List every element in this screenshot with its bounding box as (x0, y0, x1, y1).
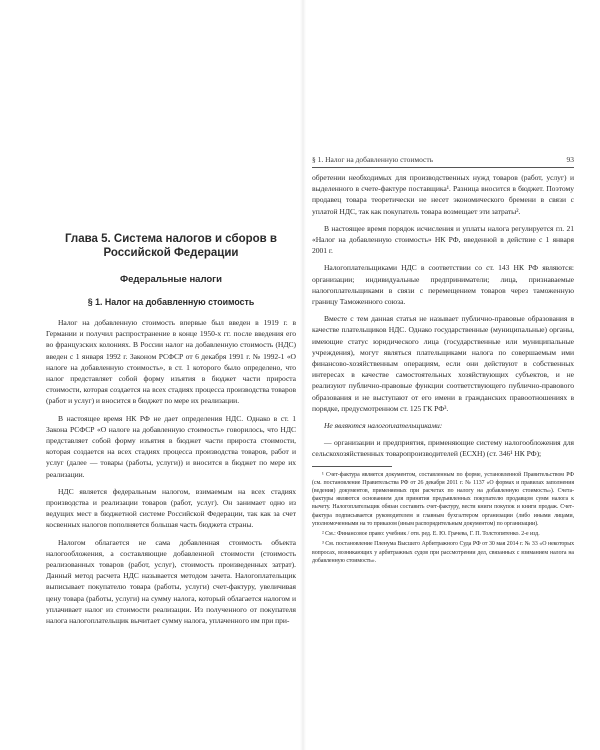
footnote-2: ² См.: Финансовое право: учебник / отв. ред. Е. Ю. Грачева, Г. П. Толстопятенко. 2-е изд. (322, 531, 540, 538)
footnote-1: ¹ Счет-фактура является документом, составленным по форме, установленной Правительством РФ (см. постановление Правительства РФ от 26 декабря 2011 г. № 1137 «О формах и правилах заполнения (ведения) документов, применяемых при расчетах по налогу на добавленную стоимость»). Счета-фактуры являются основанием для принятия предъявленных покупателю продавцом сумм налога к вычету. Налогоплательщик обязан составить счет-фактуру, вести книги покупок и книги продаж. Счет-фактура подписывается руководителем и главным бухгалтером организации (либо иными лицами, уполномоченными на то приказом (иным распорядительным документом) по организации). (312, 471, 574, 527)
page-number: 93 (566, 155, 574, 164)
left-paragraph-4: Налогом облагается не сама добавленная стоимость объекта налогообложения, а составляющие добавленной стоимости (стоимость реализованных товаров (работ, услуг), стоимость произведенных затрат). Данный метод расчета НДС называется методом зачета. Налогоплательщик выписывает покупателю товара (работы, услуги) счет-фактуру, увеличивая цену товара (работы, услуги) на сумму налога, который облагается налогом и уплачивает налог из стоимости реализации. Из полученного от покупателя налога налогоплательщик вычитает сумму налога, уплаченного им при при- (46, 537, 296, 626)
left-paragraph-3: НДС является федеральным налогом, взимаемым на всех стадиях производства и реализации товаров (работ, услуг). Он занимает одно из ведущих мест в бюджетной системе Российской Федерации, так как за счет косвенных налогов пополняется большая часть бюджета страны. (46, 486, 296, 530)
right-paragraph-6: — организации и предприятия, применяющие систему налогообложения для сельскохозяйственных товаропроизводителей (ЕСХН) (ст. 346¹ НК РФ); (312, 438, 574, 459)
right-paragraph-3: Налогоплательщиками НДС в соответствии со ст. 143 НК РФ являются: организации; индивидуальные предприниматели; лица, признаваемые налогоплательщиками в связи с перемещением товаров через таможенную границу Таможенного союза. (312, 263, 574, 307)
section-heading: Федеральные налоги (120, 274, 222, 285)
running-head (312, 155, 574, 168)
right-paragraph-5: Не являются налогоплательщиками: (324, 421, 443, 431)
left-page (46, 200, 296, 720)
left-paragraph-2: В настоящее время НК РФ не дает определения НДС. Однако в ст. 1 Закона РСФСР «О налоге на добавленную стоимость» говорилось, что НДС представляет собой форму изъятия в бюджет части прироста стоимости, которая создается на всех стадиях процесса производства товаров, работ и услуг (далее — товары (работы, услуги)) и вносится в бюджет по мере их реализации. (46, 413, 296, 479)
subsection-heading: § 1. Налог на добавленную стоимость (87, 297, 255, 307)
running-head-title: § 1. Налог на добавленную стоимость (312, 155, 434, 164)
right-page (312, 172, 574, 692)
footnote-3: ³ См. постановление Пленума Высшего Арбитражного Суда РФ от 30 мая 2014 г. № 33 «О некоторых вопросах, возникающих у арбитражных судов при рассмотрении дел, связанных с взиманием налога на добавленную стоимость». (312, 541, 574, 564)
right-paragraph-2: В настоящее время порядок исчисления и уплаты налога регулируется гл. 21 «Налог на добавленную стоимость» НК РФ, введенной в действие с 1 января 2001 г. (312, 223, 574, 256)
chapter-title: Глава 5. Система налогов и сборов в Российской Федерации (64, 233, 277, 259)
left-paragraph-1: Налог на добавленную стоимость впервые был введен в 1919 г. в Германии и получил распространение в конце 1950-х гг. после введения его во французских колониях. В России налог на добавленную стоимость (НДС) введен с 1 января 1992 г. Законом РСФСР от 6 декабря 1991 г. № 1992-1 «О налоге на добавленную стоимость», в ст. 1 которого было определено, что налог представляет собой форму изъятия в бюджет части прироста стоимости, которая создается на всех стадиях процесса производства товаров (работ и услуг) и вносится в бюджет по мере их реализации. (46, 318, 296, 406)
right-paragraph-1: обретении необходимых для производственных нужд товаров (работ, услуг) и выделенного в счете-фактуре поставщика¹. Разница вносится в бюджет. Поэтому продавец товара теоретически не несет экономического бремени в связи с уплатой НДС, так как покупатель товара возмещает эти затраты². (312, 173, 574, 216)
book-gutter (300, 0, 306, 750)
footnote-rule (312, 466, 392, 467)
right-paragraph-4: Вместе с тем данная статья не называет публично-правовые образования в качестве плательщиков НДС. Однако государственные (муниципальные) органы, имеющие статус юридического лица (государственные или муниципальные учреждения), могут являться плательщиками налога по совершаемым ими финансово-хозяйственным операциям, если они действуют в собственных интересах в качестве самостоятельных хозяйствующих субъектов, и не реализуют публично-правовые функции соответствующего публично-правового образования и не выступают от его имени в гражданских правоотношениях в порядке, предусмотренном ст. 125 ГК РФ³. (312, 314, 574, 413)
